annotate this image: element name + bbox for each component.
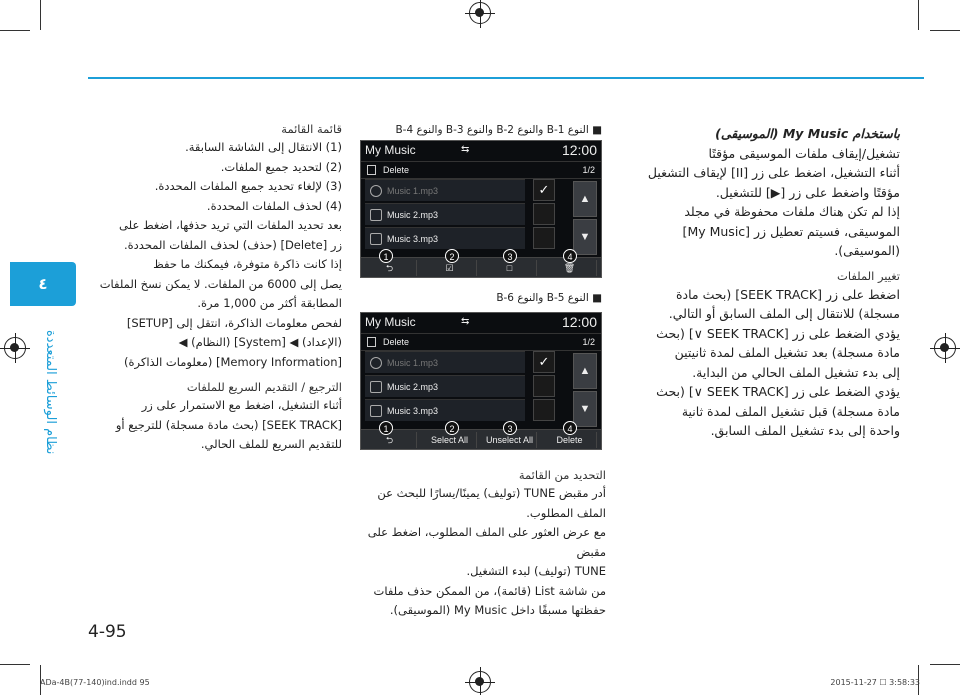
subheading: قائمة القائمة: [281, 122, 342, 136]
screen-type-b1: [360, 140, 602, 278]
footer-file: ADa-4B(77-140)ind.indd 95: [40, 678, 150, 687]
text-line: بعد تحديد الملفات التي تريد حذفها، اضغط على: [119, 218, 342, 232]
text-line: لفحص معلومات الذاكرة، انتقل إلى [SETUP]: [126, 315, 342, 330]
back-button[interactable]: ⮌: [363, 260, 417, 276]
screen-title: My Music: [365, 315, 416, 329]
text-line: أدر مقبض TUNE (توليف) يمينًا/يسارًا للبحث عن: [377, 486, 606, 500]
text-line: [Memory Information] (معلومات الذاكرة): [124, 354, 342, 369]
file-name: Music 2.mp3: [387, 210, 439, 220]
file-name: Music 1.mp3: [387, 186, 439, 196]
text-line: (الموسيقى).: [834, 243, 900, 258]
crop-mark: [930, 664, 960, 665]
subheading: تغيير الملفات: [837, 268, 900, 283]
scroll-down-button[interactable]: ▼: [573, 391, 597, 427]
text-line: مسجلة) للانتقال إلى الملف السابق أو التالي.: [668, 306, 900, 321]
text-line: للتقديم السريع للملف الحالي.: [200, 437, 342, 451]
select-all-button[interactable]: Select All: [423, 432, 477, 448]
callout-number: 3: [503, 249, 517, 263]
registration-mark-icon: [469, 2, 491, 24]
text-line: يؤدي الضغط على زر [SEEK TRACK ∨] (بحث: [656, 325, 900, 341]
registration-mark-icon: [934, 337, 956, 359]
text-line: مع عرض العثور على الملف المطلوب، اضغط على مقبض: [367, 525, 606, 559]
checkbox-icon: [367, 165, 376, 175]
registration-mark-icon: [4, 337, 26, 359]
music-note-icon: [370, 233, 382, 245]
scroll-up-button[interactable]: ▲: [573, 353, 597, 389]
play-icon: [370, 185, 382, 197]
page-number: 4-95: [88, 622, 127, 642]
list-item[interactable]: [365, 399, 525, 421]
checkbox[interactable]: [533, 375, 555, 397]
delete-label: Delete: [383, 337, 410, 347]
play-icon: [370, 357, 382, 369]
page-indicator: 1/2: [582, 337, 595, 347]
text-line: الموسيقى، فسيتم تعطيل زر [My Music]: [682, 223, 900, 239]
checkbox[interactable]: [533, 203, 555, 225]
text-line: TUNE (توليف) لبدء التشغيل.: [466, 564, 606, 578]
checkbox[interactable]: [533, 227, 555, 249]
back-button[interactable]: ⮌: [363, 432, 417, 448]
text-line: من شاشة List (قائمة)، من الممكن حذف ملفات: [373, 583, 606, 598]
chapter-tab: ٤: [10, 262, 76, 306]
checkbox-icon: [367, 337, 376, 347]
text-line: يصل إلى 6000 من الملفات. لا يمكن نسخ الملفات: [99, 276, 342, 291]
checkbox[interactable]: ✓: [533, 179, 555, 201]
subheading: التحديد من القائمة: [518, 468, 606, 482]
crop-mark: [0, 30, 30, 31]
subheader: [361, 161, 601, 179]
text-line: حفظتها مسبقًا داخل My Music (الموسيقى).: [389, 603, 606, 617]
clock: 12:00: [561, 142, 597, 158]
scroll-up-button[interactable]: ▲: [573, 181, 597, 217]
crop-mark: [40, 0, 41, 30]
menu-item: (3) لإلغاء تحديد جميع الملفات المحددة.: [154, 179, 342, 193]
text-line: إلى بدء تشغيل الملف الحالي من البداية.: [692, 364, 900, 380]
text-line: [SEEK TRACK] (بحث مادة مسجلة) للترجيع أو: [115, 417, 342, 432]
text-line: مؤقتًا واضغط على زر [▶] للتشغيل.: [715, 184, 900, 200]
list-item[interactable]: [365, 203, 525, 225]
subheading: الترجيع / التقديم السريع للملفات: [186, 380, 342, 394]
text-line: زر [Delete] (حذف) لحذف الملفات المحددة.: [124, 237, 342, 252]
callout-number: 3: [503, 421, 517, 435]
list-item[interactable]: [365, 227, 525, 249]
callout-number: 4: [563, 421, 577, 435]
checkbox[interactable]: [533, 399, 555, 421]
figure-caption: ■ النوع B-5 والنوع B-6: [496, 292, 602, 304]
music-note-icon: [370, 209, 382, 221]
music-note-icon: [370, 381, 382, 393]
text-line: مادة مسجلة) بعد تشغيل الملف لمدة ثانيتين: [674, 345, 900, 360]
text-line: مادة مسجلة) قبل تشغيل الملف لمدة ثانية: [681, 403, 900, 419]
clock: 12:00: [561, 314, 597, 330]
text-line: تشغيل/إيقاف ملفات الموسيقى مؤقتًا: [708, 145, 900, 161]
header-rule: [88, 77, 924, 79]
callout-number: 2: [445, 249, 459, 263]
figure-caption: ■ النوع B-1 والنوع B-2 والنوع B-3 والنوع B-4: [395, 124, 602, 136]
usb-icon: ⇆: [461, 316, 470, 327]
page-indicator: 1/2: [582, 165, 595, 175]
unselect-all-button[interactable]: □: [483, 260, 537, 276]
text-line: أثناء التشغيل، اضغط مع الاستمرار على زر: [141, 398, 342, 412]
list-item[interactable]: [365, 179, 525, 201]
text-line: إذا لم تكن هناك ملفات محفوظة في مجلد: [684, 204, 900, 219]
subheader: [361, 333, 601, 351]
delete-button[interactable]: Delete: [543, 432, 597, 448]
scroll-down-button[interactable]: ▼: [573, 219, 597, 255]
file-name: Music 1.mp3: [387, 358, 439, 368]
screen-title: My Music: [365, 143, 416, 157]
crop-mark: [918, 0, 919, 30]
text-line: اضغط على زر [SEEK TRACK] (بحث مادة: [675, 286, 900, 302]
file-name: Music 3.mp3: [387, 234, 439, 244]
text-line: واحدة إلى بدء تشغيل الملف السابق.: [710, 423, 900, 438]
callout-number: 1: [379, 421, 393, 435]
music-note-icon: [370, 405, 382, 417]
text-line: أثناء التشغيل، اضغط على زر [II] لإيقاف التشغيل: [647, 165, 900, 180]
section-heading: باستخدام My Music (الموسيقى): [715, 126, 900, 141]
callout-number: 2: [445, 421, 459, 435]
crop-mark: [930, 30, 960, 31]
text-line: المطابقة أكثر من 1,000 مرة.: [197, 296, 342, 310]
chapter-title: نظام الوسائط المتعددة: [43, 330, 58, 455]
delete-label: Delete: [383, 165, 410, 175]
text-line: يؤدي الضغط على زر [SEEK TRACK ∨] (بحث: [656, 384, 900, 399]
file-name: Music 3.mp3: [387, 406, 439, 416]
list-item[interactable]: [365, 351, 525, 373]
callout-number: 4: [563, 249, 577, 263]
checkbox[interactable]: ✓: [533, 351, 555, 373]
menu-item: (2) لتحديد جميع الملفات.: [220, 159, 342, 174]
text-line: الملف المطلوب.: [526, 505, 606, 520]
middle-bottom-text: [352, 466, 606, 621]
menu-item: (4) لحذف الملفات المحددة.: [206, 198, 342, 213]
select-all-button[interactable]: ☑: [423, 260, 477, 276]
screen-type-b5: [360, 312, 602, 450]
menu-item: (1) الانتقال إلى الشاشة السابقة.: [185, 140, 342, 154]
text-line: إذا كانت ذاكرة متوفرة، فيمكنك ما حفظ: [153, 257, 342, 271]
left-column: [92, 120, 342, 455]
text-line: (الإعداد) ◀ [System] (النظام) ◀: [178, 335, 342, 349]
footer-date: 2015-11-27 ☐ 3:58:33: [830, 678, 920, 687]
unselect-all-button[interactable]: Unselect All: [483, 432, 537, 448]
list-item[interactable]: [365, 375, 525, 397]
registration-mark-icon: [469, 671, 491, 693]
right-column: [620, 124, 900, 441]
file-name: Music 2.mp3: [387, 382, 439, 392]
usb-icon: ⇆: [461, 144, 470, 155]
crop-mark: [0, 664, 30, 665]
callout-number: 1: [379, 249, 393, 263]
delete-button[interactable]: 🗑: [543, 260, 597, 276]
